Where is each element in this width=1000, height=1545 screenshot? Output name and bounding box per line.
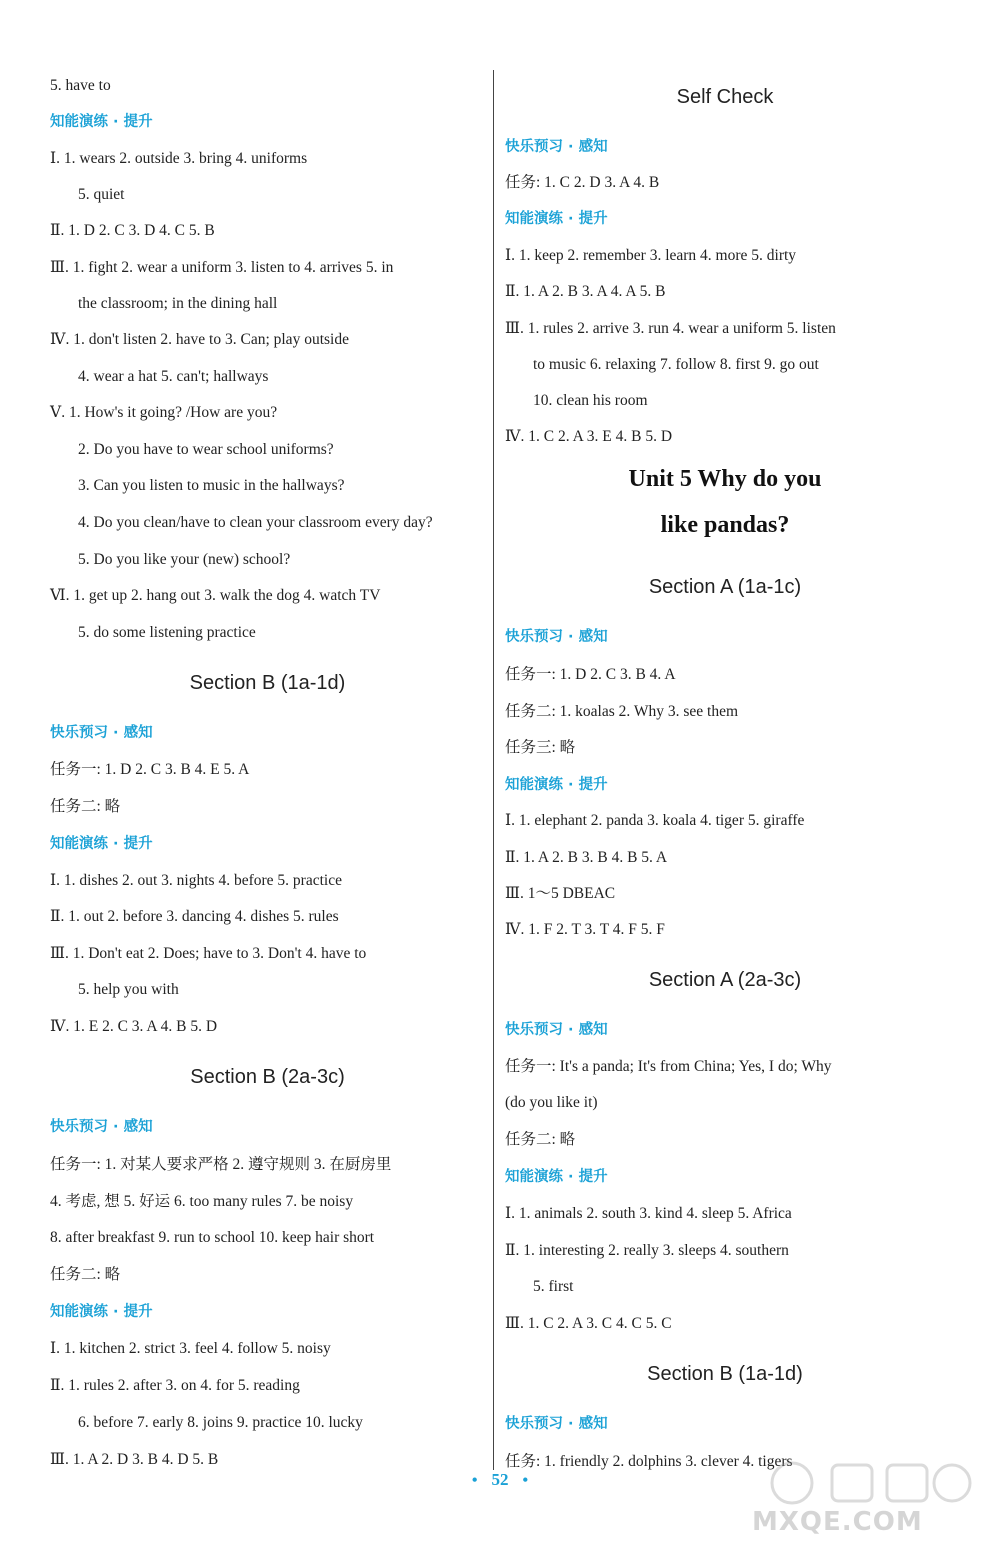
- exercise-label: 知能演练 · 提升: [50, 1304, 153, 1320]
- answer-line: 4. Do you clean/have to clean your classroom every day?: [78, 514, 433, 531]
- section-heading: Section B (1a-1d): [189, 672, 346, 694]
- answer-line: 6. before 7. early 8. joins 9. practice 10. lucky: [78, 1414, 363, 1431]
- answer-line: 8. after breakfast 9. run to school 10. keep hair short: [50, 1229, 375, 1246]
- answer-line: 任务一: 1. D 2. C 3. B 4. E 5. A: [50, 761, 250, 778]
- section-heading: Section B (1a-1d): [647, 1363, 803, 1385]
- answer-line: 5. quiet: [78, 186, 125, 203]
- answer-line: Ⅱ. 1. rules 2. after 3. on 4. for 5. reading: [50, 1377, 300, 1394]
- answer-line: Ⅱ. 1. out 2. before 3. dancing 4. dishes 5. rules: [50, 908, 339, 925]
- answer-line: 3. Can you listen to music in the hallways?: [78, 477, 345, 494]
- answer-line: Ⅰ. 1. wears 2. outside 3. bring 4. uniforms: [50, 150, 308, 167]
- answer-line: 任务一: 1. 对某人要求严格 2. 遵守规则 3. 在厨房里: [50, 1156, 392, 1173]
- answer-line: 任务二: 1. koalas 2. Why 3. see them: [505, 703, 739, 720]
- unit-title: Unit 5 Why do you: [628, 466, 822, 492]
- section-heading: Self Check: [676, 86, 774, 108]
- page-number: • 52 •: [471, 1470, 529, 1489]
- answer-line: 5. do some listening practice: [78, 624, 256, 641]
- answer-line: 任务二: 略: [505, 1131, 576, 1148]
- answer-line: Ⅱ. 1. D 2. C 3. D 4. C 5. B: [50, 222, 215, 239]
- answer-line: Ⅲ. 1. Don't eat 2. Does; have to 3. Don't 4. have to: [50, 945, 367, 962]
- answer-line: 任务: 1. friendly 2. dolphins 3. clever 4. tigers: [505, 1453, 793, 1470]
- answer-line: Ⅲ. 1～5 DBEAC: [505, 885, 616, 902]
- answer-line: 任务三: 略: [505, 739, 576, 756]
- answer-line: 5. Do you like your (new) school?: [78, 551, 291, 568]
- answer-line: Ⅵ. 1. get up 2. hang out 3. walk the dog 4. watch TV: [50, 587, 381, 604]
- answer-line: Ⅱ. 1. A 2. B 3. B 4. B 5. A: [505, 849, 668, 866]
- answer-line: 任务二: 略: [50, 1266, 121, 1283]
- page-number-text: 52: [491, 1470, 509, 1489]
- answer-line: 5. have to: [50, 77, 111, 94]
- answer-line: Ⅰ. 1. kitchen 2. strict 3. feel 4. follow 5. noisy: [50, 1340, 331, 1357]
- answer-line: Ⅳ. 1. E 2. C 3. A 4. B 5. D: [50, 1018, 218, 1035]
- answer-line: Ⅱ. 1. interesting 2. really 3. sleeps 4. southern: [505, 1242, 789, 1259]
- answer-line: Ⅰ. 1. dishes 2. out 3. nights 4. before 5. practice: [50, 872, 342, 889]
- exercise-label: 快乐预习 · 感知: [505, 1416, 608, 1432]
- answer-line: 任务二: 略: [50, 798, 121, 815]
- answer-line: 2. Do you have to wear school uniforms?: [78, 441, 334, 458]
- answer-line: Ⅱ. 1. A 2. B 3. A 4. A 5. B: [505, 283, 666, 300]
- answer-line: Ⅰ. 1. elephant 2. panda 3. koala 4. tiger 5. giraffe: [505, 812, 805, 829]
- answer-line: Ⅴ. 1. How's it going? /How are you?: [50, 404, 278, 421]
- exercise-label: 知能演练 · 提升: [50, 836, 153, 852]
- answer-line: Ⅳ. 1. F 2. T 3. T 4. F 5. F: [505, 921, 665, 938]
- exercise-label: 知能演练 · 提升: [50, 114, 153, 130]
- watermark-logo: [752, 1457, 982, 1537]
- exercise-label: 知能演练 · 提升: [505, 777, 608, 793]
- exercise-label: 快乐预习 · 感知: [505, 629, 608, 645]
- answer-line: Ⅲ. 1. A 2. D 3. B 4. D 5. B: [50, 1451, 219, 1468]
- answer-line: 5. help you with: [78, 981, 179, 998]
- exercise-label: 快乐预习 · 感知: [505, 139, 608, 155]
- unit-title: like pandas?: [660, 512, 790, 538]
- answer-line: 4. 考虑, 想 5. 好运 6. too many rules 7. be noisy: [50, 1193, 354, 1210]
- exercise-label: 快乐预习 · 感知: [505, 1022, 608, 1038]
- answer-line: (do you like it): [505, 1094, 598, 1111]
- column-divider: [493, 70, 494, 1470]
- section-heading: Section A (1a-1c): [648, 576, 802, 598]
- answer-line: 4. wear a hat 5. can't; hallways: [78, 368, 269, 385]
- answer-line: Ⅲ. 1. fight 2. wear a uniform 3. listen to 4. arrives 5. in: [50, 259, 394, 276]
- answer-line: Ⅰ. 1. keep 2. remember 3. learn 4. more 5. dirty: [505, 247, 797, 264]
- exercise-label: 快乐预习 · 感知: [50, 725, 153, 741]
- section-heading: Section B (2a-3c): [190, 1066, 345, 1088]
- exercise-label: 知能演练 · 提升: [505, 211, 608, 227]
- watermark-text: MXQE.COM: [752, 1507, 923, 1537]
- answer-line: to music 6. relaxing 7. follow 8. first 9. go out: [533, 356, 819, 373]
- answer-line: 任务一: 1. D 2. C 3. B 4. A: [505, 666, 676, 683]
- exercise-label: 知能演练 · 提升: [505, 1169, 608, 1185]
- answer-line: Ⅰ. 1. animals 2. south 3. kind 4. sleep 5. Africa: [505, 1205, 792, 1222]
- answer-line: Ⅳ. 1. don't listen 2. have to 3. Can; play outside: [50, 331, 349, 348]
- answer-line: 10. clean his room: [533, 392, 648, 409]
- section-heading: Section A (2a-3c): [648, 969, 802, 991]
- answer-line: Ⅲ. 1. rules 2. arrive 3. run 4. wear a uniform 5. listen: [505, 320, 836, 337]
- answer-line: Ⅲ. 1. C 2. A 3. C 4. C 5. C: [505, 1315, 672, 1332]
- answer-line: the classroom; in the dining hall: [78, 295, 278, 312]
- answer-line: 任务一: It's a panda; It's from China; Yes, I do; Why: [505, 1058, 832, 1075]
- answer-line: 任务: 1. C 2. D 3. A 4. B: [505, 174, 660, 191]
- exercise-label: 快乐预习 · 感知: [50, 1119, 153, 1135]
- answer-line: Ⅳ. 1. C 2. A 3. E 4. B 5. D: [505, 428, 673, 445]
- answer-line: 5. first: [533, 1278, 574, 1295]
